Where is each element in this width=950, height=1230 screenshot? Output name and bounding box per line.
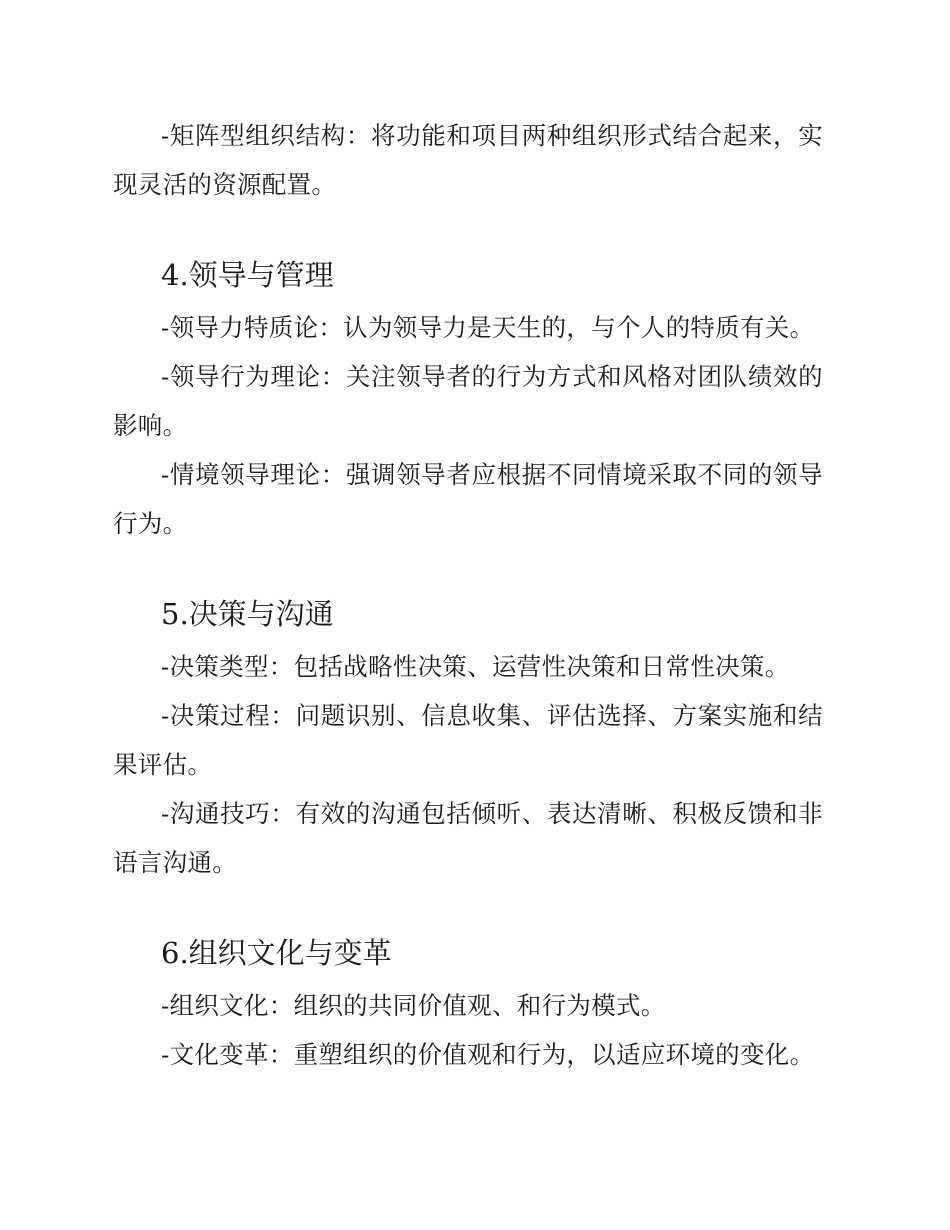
section-heading-decision: 5.决策与沟通 xyxy=(161,597,334,631)
paragraph-trait-theory: -领导力特质论：认为领导力是天生的，与个人的特质有关。 xyxy=(161,313,815,342)
paragraph-org-culture: -组织文化：组织的共同价值观、和行为模式。 xyxy=(161,991,666,1020)
document-page xyxy=(113,111,823,1079)
paragraph-behavior-theory: -领导行为理论：关注领导者的行为方式和风格对团队绩效的影响。 xyxy=(113,362,823,440)
section-heading-leadership: 4.领导与管理 xyxy=(161,258,334,292)
paragraph-culture-change: -文化变革：重塑组织的价值观和行为，以适应环境的变化。 xyxy=(161,1040,815,1069)
paragraph-communication-skills: -沟通技巧：有效的沟通包括倾听、表达清晰、积极反馈和非语言沟通。 xyxy=(113,799,823,877)
paragraph-decision-process: -决策过程：问题识别、信息收集、评估选择、方案实施和结果评估。 xyxy=(113,701,823,779)
section-heading-culture: 6.组织文化与变革 xyxy=(161,936,392,970)
paragraph-decision-types: -决策类型：包括战略性决策、运营性决策和日常性决策。 xyxy=(161,652,790,681)
paragraph-matrix-structure: -矩阵型组织结构：将功能和项目两种组织形式结合起来，实现灵活的资源配置。 xyxy=(113,121,823,199)
paragraph-situational-theory: -情境领导理论：强调领导者应根据不同情境采取不同的领导行为。 xyxy=(113,460,823,538)
